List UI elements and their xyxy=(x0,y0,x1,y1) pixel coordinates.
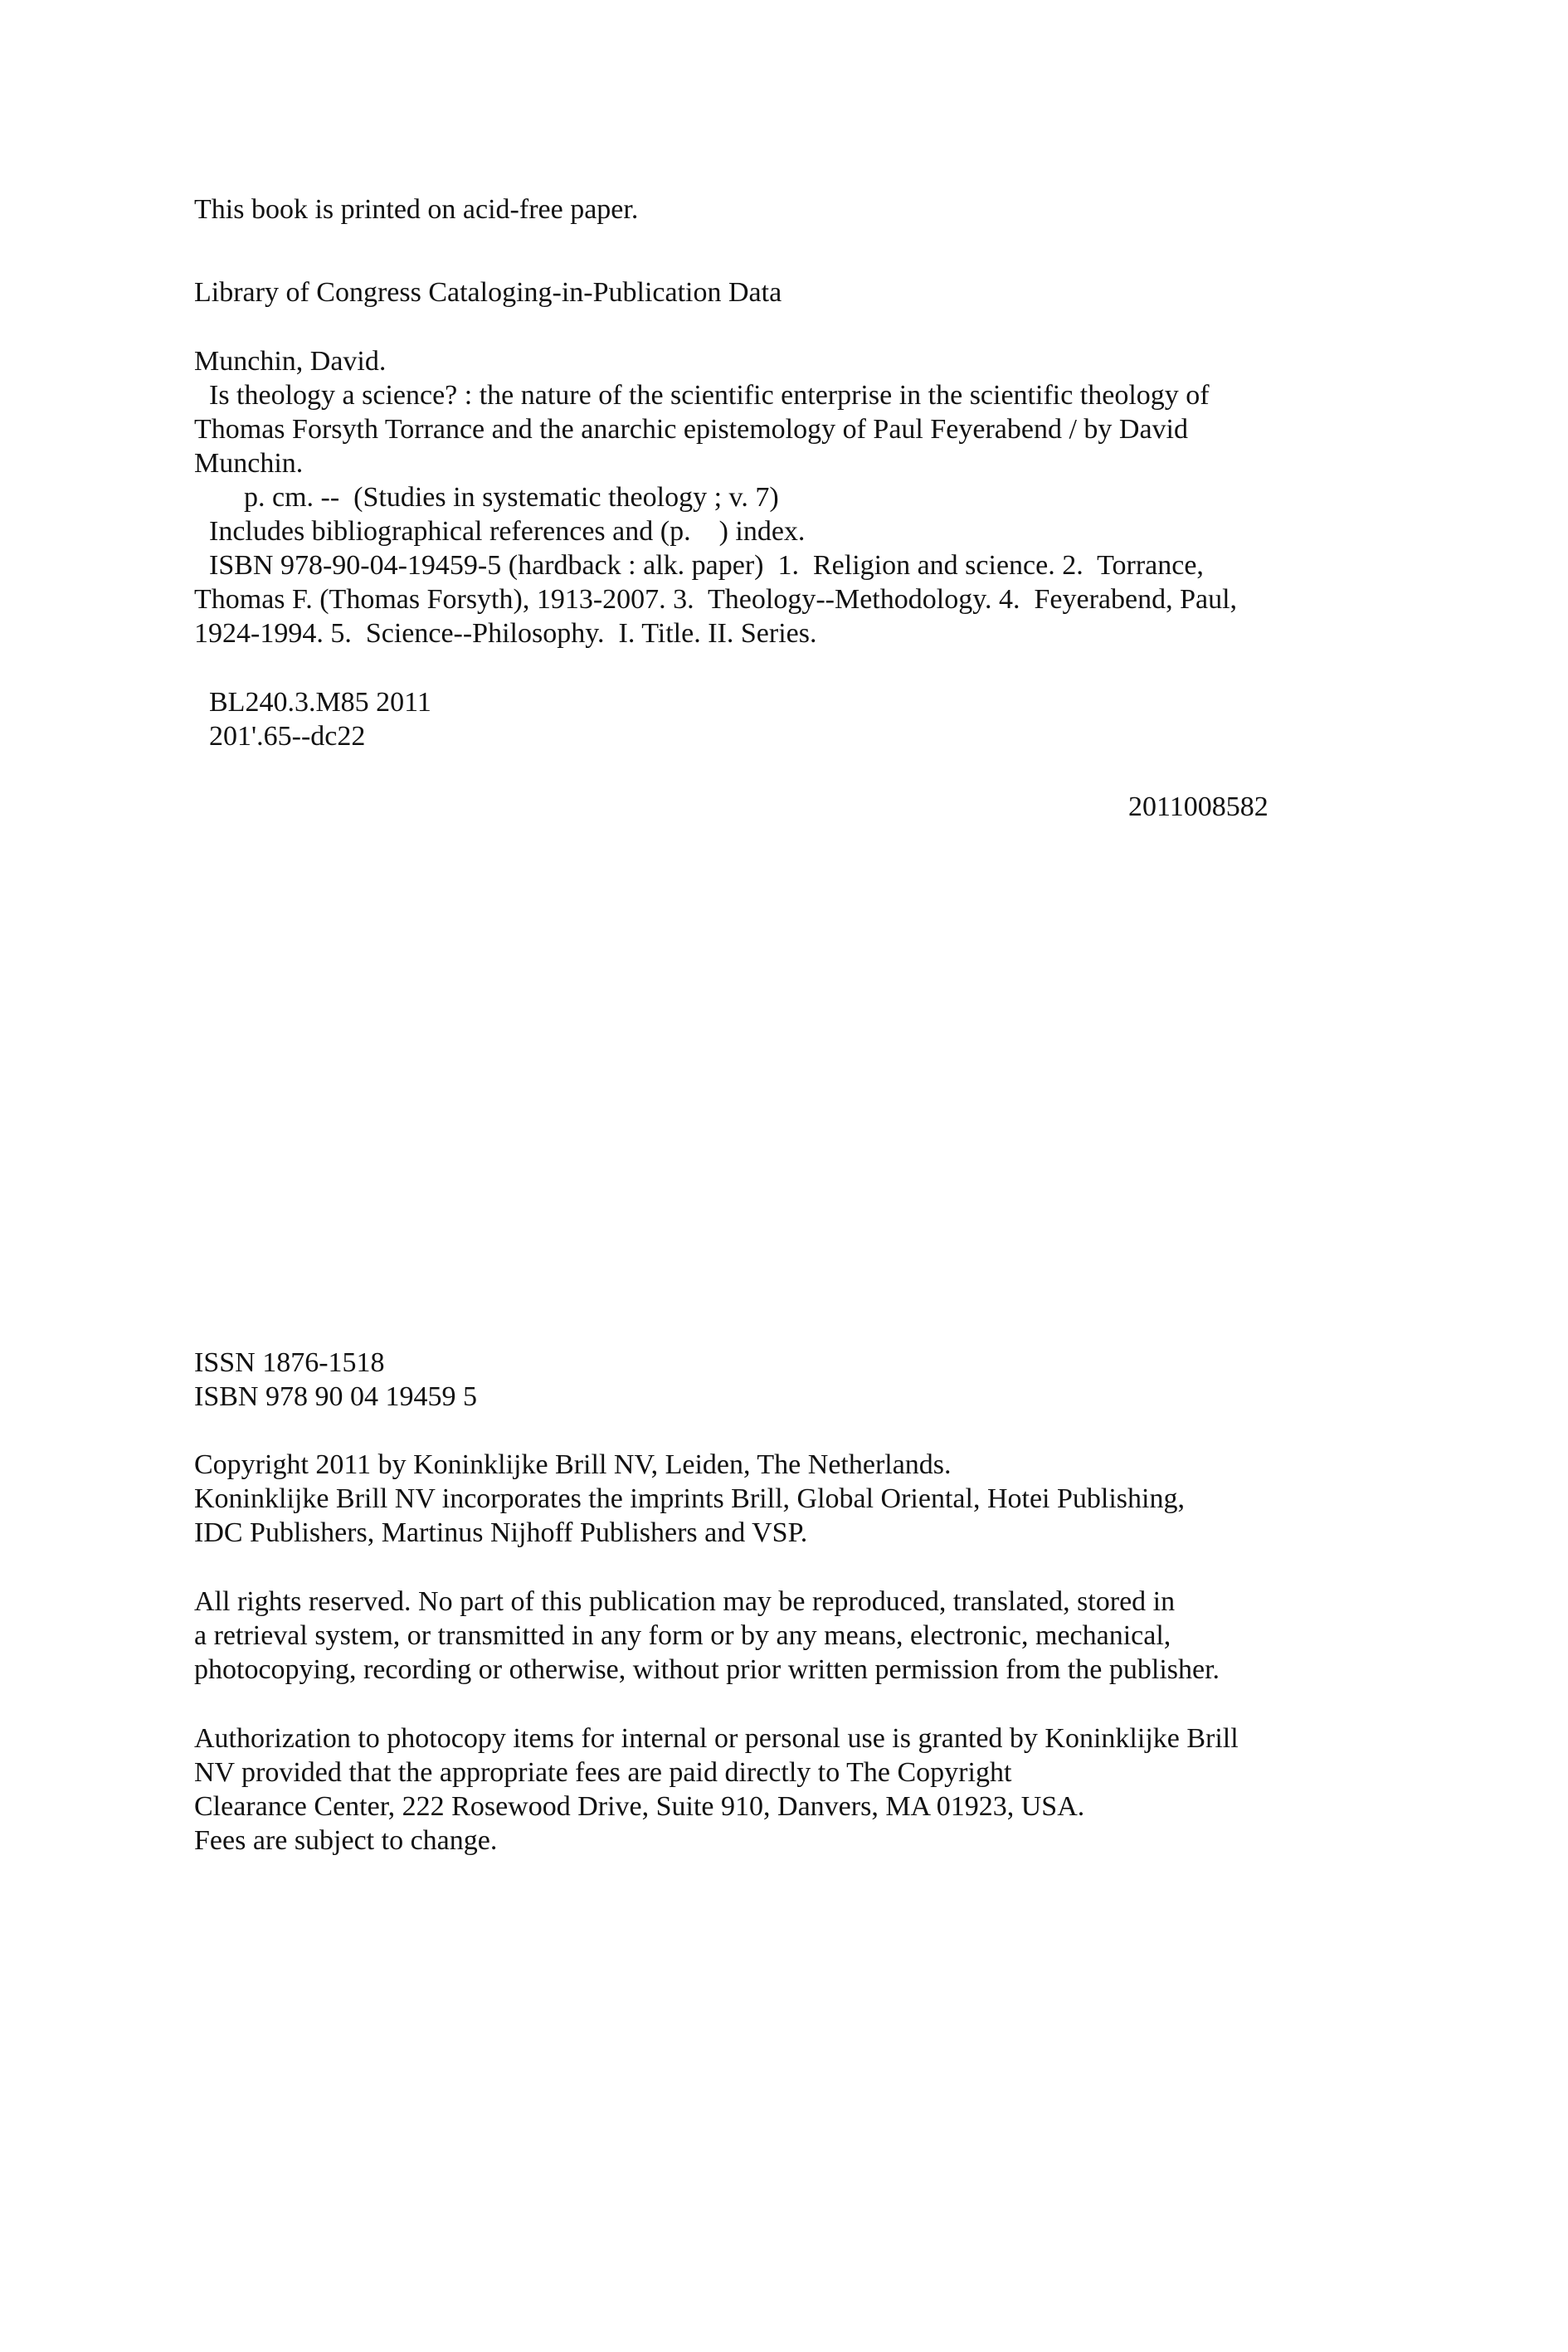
copyright-line: Koninklijke Brill NV incorporates the imprints Brill, Global Oriental, Hotei Publishing, xyxy=(194,1483,1185,1514)
cip-title-line: Is theology a science? : the nature of the scientific enterprise in the scientific theology of xyxy=(209,380,1210,411)
cip-title-line: Munchin. xyxy=(194,448,304,479)
copyright-line: Copyright 2011 by Koninklijke Brill NV, Leiden, The Netherlands. xyxy=(194,1449,952,1480)
acid-free-note: This book is printed on acid-free paper. xyxy=(194,194,639,225)
rights-line: a retrieval system, or transmitted in any form or by any means, electronic, mechanical, xyxy=(194,1620,1171,1651)
cip-heading: Library of Congress Cataloging-in-Publication Data xyxy=(194,277,782,308)
issn: ISSN 1876-1518 xyxy=(194,1347,385,1378)
cip-includes-line: Includes bibliographical references and (p. ) index. xyxy=(209,516,806,547)
cip-isbn-line: ISBN 978-90-04-19459-5 (hardback : alk. paper) 1. Religion and science. 2. Torrance, xyxy=(209,550,1204,581)
cip-isbn-line: Thomas F. (Thomas Forsyth), 1913-2007. 3. Theology--Methodology. 4. Feyerabend, Paul, xyxy=(194,584,1238,615)
cip-isbn-line: 1924-1994. 5. Science--Philosophy. I. Title. II. Series. xyxy=(194,618,817,649)
authorization-line: Authorization to photocopy items for internal or personal use is granted by Koninklijke Brill xyxy=(194,1723,1239,1754)
isbn: ISBN 978 90 04 19459 5 xyxy=(194,1381,477,1412)
cip-author: Munchin, David. xyxy=(194,346,387,377)
cip-lc-class: BL240.3.M85 2011 xyxy=(209,687,431,718)
rights-line: photocopying, recording or otherwise, without prior written permission from the publisher. xyxy=(194,1654,1220,1685)
authorization-line: NV provided that the appropriate fees are paid directly to The Copyright xyxy=(194,1757,1012,1788)
authorization-line: Clearance Center, 222 Rosewood Drive, Suite 910, Danvers, MA 01923, USA. xyxy=(194,1791,1085,1822)
cip-series-line: p. cm. -- (Studies in systematic theology ; v. 7) xyxy=(244,482,779,513)
cip-dewey: 201'.65--dc22 xyxy=(209,721,366,752)
cip-lccn: 2011008582 xyxy=(1128,791,1269,822)
copyright-line: IDC Publishers, Martinus Nijhoff Publishers and VSP. xyxy=(194,1517,808,1548)
authorization-line: Fees are subject to change. xyxy=(194,1825,498,1856)
rights-line: All rights reserved. No part of this publication may be reproduced, translated, stored in xyxy=(194,1586,1176,1617)
cip-title-line: Thomas Forsyth Torrance and the anarchic epistemology of Paul Feyerabend / by David xyxy=(194,414,1189,445)
